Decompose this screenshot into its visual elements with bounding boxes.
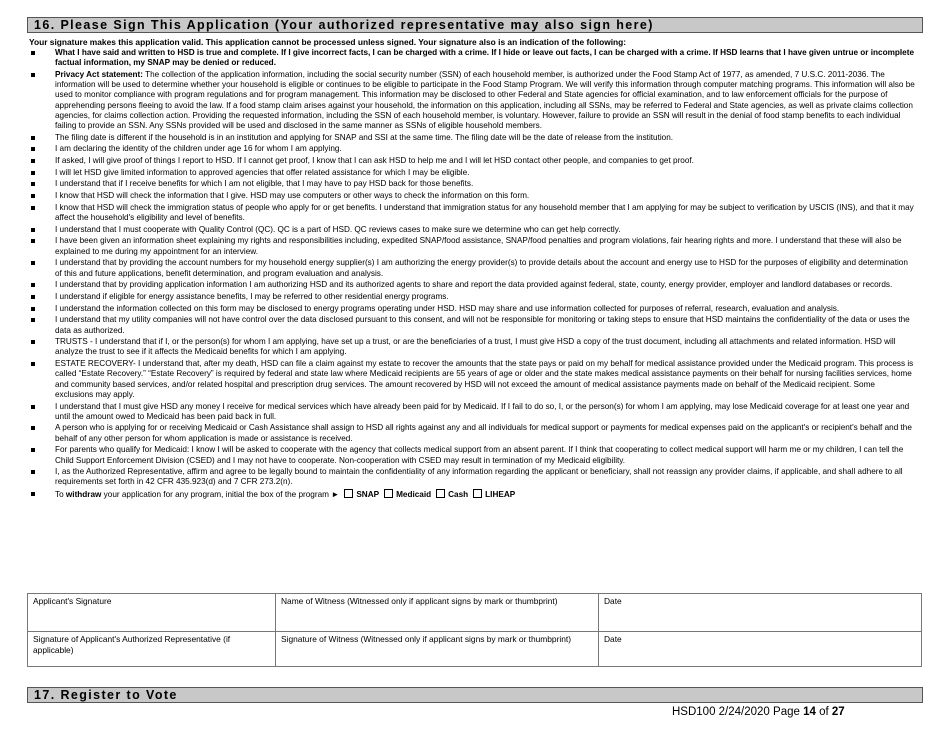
acknowledgement-text: I understand if eligible for energy assistance benefits, I may be referred to other residential energy programs.	[55, 291, 449, 301]
bullet-icon	[31, 448, 35, 452]
bullet-icon	[31, 340, 35, 344]
bullet-icon	[31, 51, 35, 55]
acknowledgement-text: If asked, I will give proof of things I report to HSD. If I cannot get proof, I know that I can ask HSD to help me and I will let HSD contact other people, and companies to get proof.	[55, 156, 694, 166]
form-id: HSD100 2/24/2020 Page	[672, 706, 804, 718]
representative-date-field[interactable]	[599, 632, 921, 666]
representative-signature-field[interactable]	[28, 632, 275, 666]
acknowledgement-item	[29, 423, 915, 443]
acknowledgement-text: I will let HSD give limited information to approved agencies that offer related assistance for which I may be eligible.	[55, 167, 470, 177]
acknowledgement-item	[29, 203, 915, 223]
bullet-icon	[31, 171, 35, 175]
acknowledgement-text: I understand that I must give HSD any money I receive for medical services which have already been paid for by Medicaid. If I fail to do so, I, or the person(s) for whom I am applying, may lose Medicaid coverage for at least one year and until the amount owed to Medicaid has been paid back in full.	[55, 401, 910, 421]
applicant-signature-label: Applicant's Signature	[33, 596, 112, 606]
acknowledgement-item	[29, 402, 915, 422]
page-total: 27	[831, 706, 845, 718]
signature-table	[27, 593, 922, 667]
bullet-icon	[31, 261, 35, 265]
acknowledgement-item	[29, 179, 915, 189]
withdraw-checkbox-snap[interactable]	[344, 489, 353, 498]
withdraw-option-label: Cash	[448, 490, 469, 500]
acknowledgement-text: I know that HSD will check the immigration status of people who apply for or get benefits. I understand that immigration status for any household member that I am applying for may be subject to verification by USCIS (INS), and that it may affect the household's eligibility and level of benefits.	[55, 202, 914, 223]
acknowledgement-text: I know that HSD will check the information that I give. HSD may use computers or other ways to check the information on this form.	[55, 191, 530, 201]
witness-name-label: Name of Witness (Witnessed only if applicant signs by mark or thumbprint)	[281, 596, 558, 606]
bullet-icon	[31, 159, 35, 163]
withdraw-item	[29, 489, 915, 500]
bullet-icon	[31, 239, 35, 243]
section-17-header	[27, 687, 923, 703]
bullet-icon	[31, 182, 35, 186]
withdraw-checkbox-liheap[interactable]	[473, 489, 482, 498]
acknowledgement-item	[29, 225, 915, 235]
withdraw-option-label: LIHEAP	[485, 490, 516, 500]
acknowledgement-text: A person who is applying for or receiving Medicaid or Cash Assistance shall assign to HSD all rights against any and all individuals for medical support or payments for medical expenses paid on the applicant's or recipient's behalf and the behalf of any other person for whom application is made or assistance is received.	[55, 423, 912, 443]
acknowledgement-item	[29, 191, 915, 201]
bullet-icon	[31, 362, 35, 366]
acknowledgement-list	[29, 48, 915, 502]
representative-date-label: Date	[604, 634, 622, 644]
bullet-icon	[31, 426, 35, 430]
section-16-header	[27, 17, 923, 33]
bullet-icon	[31, 136, 35, 140]
acknowledgement-item	[29, 156, 915, 166]
acknowledgement-text: TRUSTS - I understand that if I, or the person(s) for whom I am applying, have set up a trust, or are the beneficiaries of a trust, I must give HSD a copy of the trust document, including all attachments and related information. HSD will analyze the trust to see if it affects the Medicaid benefits for which I am applying.	[55, 337, 896, 357]
acknowledgement-text: I understand the information collected on this form may be disclosed to energy programs operating under HSD. HSD may share and use information collected for purposes of referral, research, evaluation and analysis.	[55, 303, 840, 313]
bullet-icon	[31, 295, 35, 299]
acknowledgement-item	[29, 304, 915, 314]
acknowledgement-text: The collection of the application information, including the social security number (SSN) of each household member, is authorized under the Food Stamp Act of 1977, as amended, 7 U.S.C. 2011-2036. The information will be used to determine whether your household is eligible or continues to be eligible to participate in the Food Stamp Program. We will verify this information through computer matching programs. This information will also be used to monitor compliance with program regulations and for program management. This information may be disclosed to other Federal and State agencies for official examination, and to law enforcement officials for the purpose of apprehending persons fleeing to avoid the law. If a food stamp claim arises against your household, the information on this application, including all SSNs, may be referred to Federal and State agencies, as well as private claims collection agencies, for claims collection action. Providing the requested information, including the SSN of each household member, is voluntary. However, failure to provide an SSN will result in the denial of food stamp benefits to each individual failing to provide an SSN. Any SSNs provided will be used and disclosed in the same manner as SSNs of eligible household members.	[55, 69, 915, 130]
acknowledgement-text: The filing date is different if the household is in an institution and applying for SNAP and SSI at the same time. The filing date will be the date of release from the institution.	[55, 132, 674, 142]
bullet-icon	[31, 228, 35, 232]
page-footer	[672, 706, 845, 718]
acknowledgement-item	[29, 168, 915, 178]
withdraw-checkbox-medicaid[interactable]	[384, 489, 393, 498]
acknowledgement-item	[29, 315, 915, 335]
withdraw-option-label: SNAP	[356, 490, 380, 500]
acknowledgement-text: I understand that if I receive benefits for which I am not eligible, that I may have to pay HSD back for those benefits.	[55, 179, 474, 189]
acknowledgement-text: I understand that my utility companies will not have control over the data disclosed pursuant to this consent, and will not be responsible for monitoring or taking steps to ensure that HSD maintains the confidentiality of the data or uses the data as authorized.	[55, 315, 910, 335]
acknowledgement-item	[29, 359, 915, 400]
applicant-date-field[interactable]	[599, 594, 921, 631]
acknowledgement-item	[29, 258, 915, 278]
bullet-icon	[31, 283, 35, 287]
acknowledgement-item	[29, 292, 915, 302]
bullet-icon	[31, 194, 35, 198]
representative-signature-label: Signature of Applicant's Authorized Representative (if applicable)	[33, 634, 231, 655]
acknowledgement-text: ESTATE RECOVERY- I understand that, after my death, HSD can file a claim against my estate to recover the amounts that the state pays or paid on my behalf for medical assistance provided under the Medicaid program. This process is called “Estate Recovery.” “Estate Recovery” is required by federal and state law where Medicaid recipients are 55 years of age or older and the state makes medical assistance payments on their behalf for nursing facilities services, home and community based services, and/or related hospital and prescription drug services. The amount recovered by HSD will not exceed the amount of medical assistance payments made on behalf of the Medicaid recipient. Some exclusions may apply.	[55, 359, 914, 399]
bullet-icon	[31, 147, 35, 151]
acknowledgement-text: For parents who qualify for Medicaid: I know I will be asked to cooperate with the agency that collects medical support from an absent parent. If I think that cooperating to collect medical support will harm me or my children, I can tell the Child Support Enforcement Division (CSED) and I may not have to cooperate. Non-cooperation with CSED may result in termination of my Medicaid eligibility.	[55, 445, 904, 465]
withdraw-prefix: To	[55, 490, 66, 500]
applicant-date-label: Date	[604, 596, 622, 606]
withdraw-suffix: your application for any program, initial the box of the program ►	[101, 490, 340, 500]
applicant-signature-field[interactable]	[28, 594, 275, 631]
bullet-icon	[31, 405, 35, 409]
page-of: of	[815, 706, 832, 718]
section-16-title: 16. Please Sign This Application (Your authorized representative may also sign here)	[34, 18, 654, 32]
acknowledgement-item	[29, 467, 915, 487]
acknowledgement-item	[29, 445, 915, 465]
withdraw-keyword: withdraw	[65, 490, 102, 500]
acknowledgement-text: I am declaring the identity of the children under age 16 for whom I am applying.	[55, 144, 342, 154]
bullet-icon	[31, 318, 35, 322]
acknowledgement-item	[29, 133, 915, 143]
acknowledgement-text: I have been given an information sheet explaining my rights and responsibilities including, expedited SNAP/food assistance, SNAP/food penalties and program violations, fair hearing rights and more. I understand that these will also be explained to me during my appointment for an interview.	[55, 236, 902, 256]
witness-signature-field[interactable]	[276, 632, 598, 666]
acknowledgement-item	[29, 280, 915, 290]
acknowledgement-text: I understand that by providing the account numbers for my household energy supplier(s) I am authorizing the energy provider(s) to provide details about the account and energy use to HSD for the purposes of eligibility and determination of this and future applications, benefit determination, and program evaluation and analysis.	[55, 258, 908, 278]
witness-signature-label: Signature of Witness (Witnessed only if applicant signs by mark or thumbprint)	[281, 634, 571, 644]
bullet-icon	[31, 206, 35, 210]
acknowledgement-item	[29, 337, 915, 357]
acknowledgement-item	[29, 236, 915, 256]
acknowledgement-label: Privacy Act statement:	[55, 69, 143, 79]
withdraw-option-label: Medicaid	[396, 490, 432, 500]
section-17-title: 17. Register to Vote	[34, 688, 178, 702]
bullet-icon	[31, 73, 35, 77]
acknowledgement-item	[29, 144, 915, 154]
withdraw-checkbox-cash[interactable]	[436, 489, 445, 498]
acknowledgement-text: I understand that I must cooperate with Quality Control (QC). QC is a part of HSD. QC reviews cases to make sure we determine who can get help correctly.	[55, 224, 621, 234]
bullet-icon	[31, 307, 35, 311]
witness-name-field[interactable]	[276, 594, 598, 631]
acknowledgement-item	[29, 70, 915, 131]
bullet-icon	[31, 470, 35, 474]
bullet-icon	[31, 492, 35, 496]
signature-intro: Your signature makes this application valid. This application cannot be processed unless signed. Your signature also is an indication of the following:	[29, 37, 627, 47]
acknowledgement-text: I, as the Authorized Representative, affirm and agree to be legally bound to maintain the confidentiality of any information regarding the applicant or beneficiary, shall not reassign any provider claims, if applicable, and shall adhere to all requirements set forth in 42 CFR 435.923(d) and 7 CFR 273.2(n).	[55, 467, 903, 487]
acknowledgement-text: What I have said and written to HSD is true and complete. If I give incorrect facts, I can be charged with a crime. If I hide or leave out facts, I can be charged with a crime. If HSD learns that I have given untrue or incomplete factual information, my SNAP may be denied or reduced.	[55, 48, 914, 68]
acknowledgement-item	[29, 48, 915, 68]
page-number: 14	[803, 706, 816, 718]
acknowledgement-text: I understand that by providing application information I am authorizing HSD and its authorized agents to share and report the data provided against federal, state, county, energy provider, employer and landlord databases or records.	[55, 280, 893, 290]
